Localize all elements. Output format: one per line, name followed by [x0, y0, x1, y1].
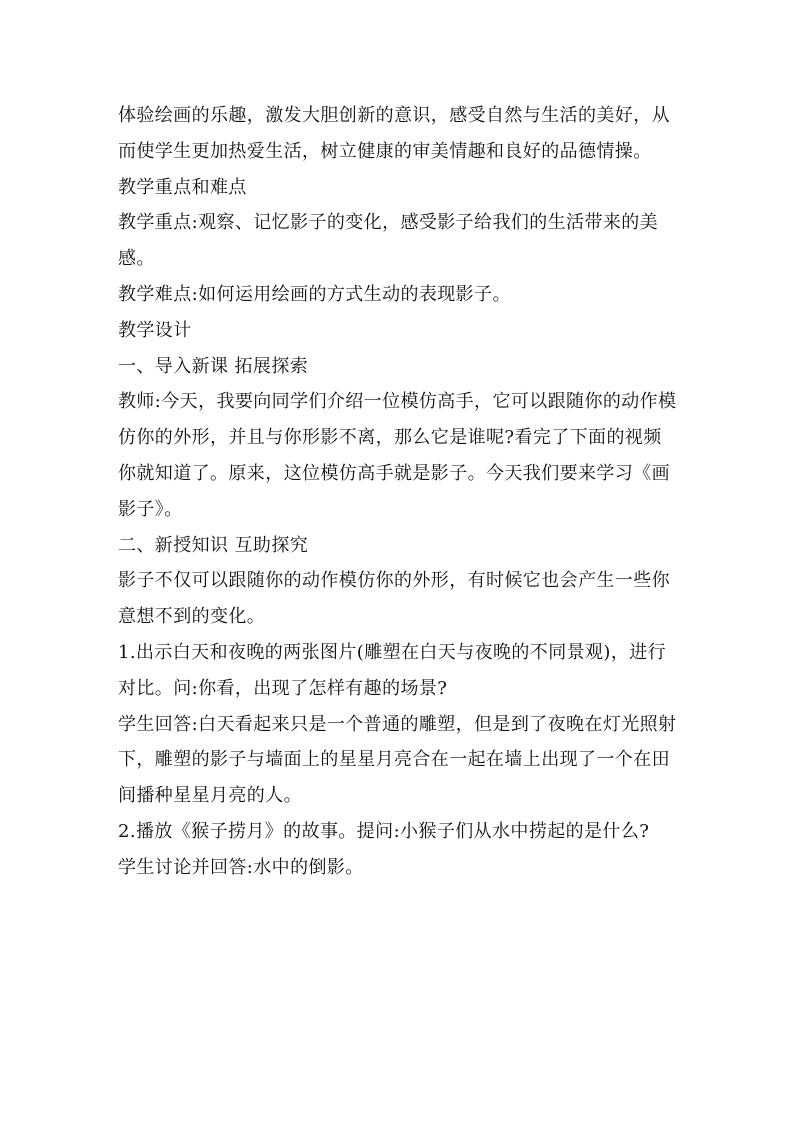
paragraph-teaching-difficulty: 教学难点:如何运用绘画的方式生动的表现影子。 [118, 283, 511, 305]
heading-key-difficult-points: 教学重点和难点 [118, 176, 247, 198]
heading-teaching-design: 教学设计 [118, 319, 192, 341]
section-heading-new-knowledge: 二、新授知识 互助探究 [118, 534, 309, 556]
paragraph-monkey-moon-story: 2.播放《猴子捞月》的故事。提问:小猴子们从水中捞起的是什么? [118, 820, 650, 842]
document-body [118, 98, 678, 886]
paragraph-teacher-introduction: 教师:今天，我要向同学们介绍一位模仿高手，它可以跟随你的动作模仿你的外形，并且与你形影不离，那么它是谁呢?看完了下面的视频你就知道了。原来，这位模仿高手就是影子。今天我们要来学习《画影子》。 [118, 391, 677, 520]
paragraph-student-answer-reflection: 学生讨论并回答:水中的倒影。 [118, 856, 364, 878]
section-heading-introduction: 一、导入新课 拓展探索 [118, 355, 309, 377]
paragraph-shadow-changes: 影子不仅可以跟随你的动作模仿你的外形，有时候它也会产生一些你意想不到的变化。 [118, 570, 670, 628]
paragraph-teaching-focus: 教学重点:观察、记忆影子的变化，感受影子给我们的生活带来的美感。 [118, 212, 659, 270]
paragraph-art-goals: 体验绘画的乐趣，激发大胆创新的意识，感受自然与生活的美好，从而使学生更加热爱生活，树立健康的审美情趣和良好的品德情操。 [118, 105, 670, 162]
paragraph-day-night-comparison: 1.出示白天和夜晚的两张图片(雕塑在白天与夜晚的不同景观)，进行对比。问:你看，出现了怎样有趣的场景? [118, 641, 667, 699]
paragraph-student-answer-sculpture: 学生回答:白天看起来只是一个普通的雕塑，但是到了夜晚在灯光照射下，雕塑的影子与墙面上的星星月亮合在一起在墙上出现了一个在田间播种星星月亮的人。 [118, 713, 677, 807]
